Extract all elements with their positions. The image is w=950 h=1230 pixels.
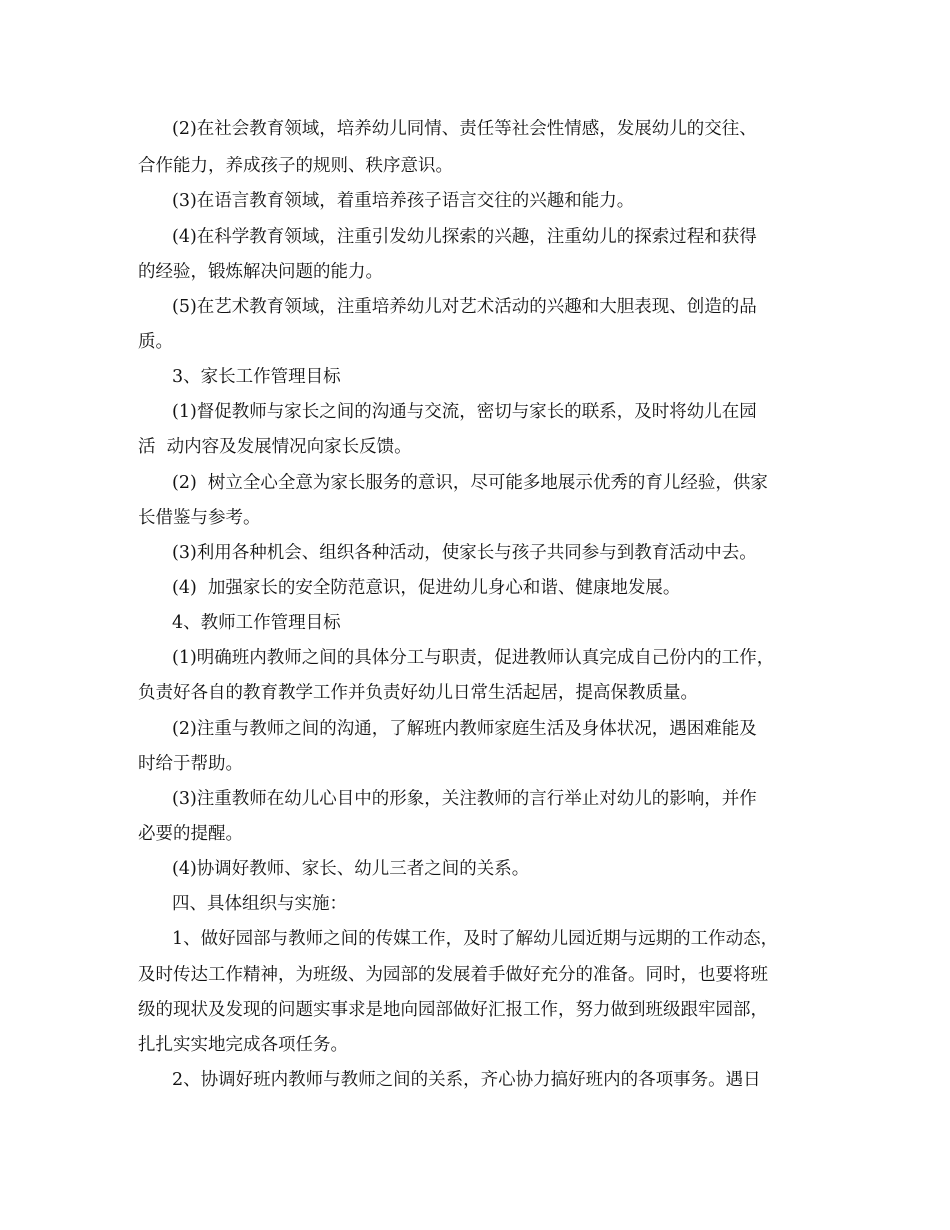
text-line: 及时传达工作精神，为班级、为园部的发展着手做好充分的准备。同时，也要将班	[138, 965, 768, 985]
text-line: 级的现状及发现的问题实事求是地向园部做好汇报工作，努力做到班级跟牢园部，	[138, 1000, 768, 1020]
text-line: 必要的提醒。	[138, 824, 243, 844]
text-line: (2)注重与教师之间的沟通，了解班内教师家庭生活及身体状况，遇困难能及	[172, 719, 757, 739]
text-line: 长借鉴与参考。	[138, 508, 261, 528]
text-line: (3)注重教师在幼儿心目中的形象，关注教师的言行举止对幼儿的影响，并作	[172, 789, 757, 809]
text-line: 时给于帮助。	[138, 754, 243, 774]
text-line: (3)在语言教育领域，着重培养孩子语言交往的兴趣和能力。	[172, 191, 635, 211]
section-heading: 4、教师工作管理目标	[172, 613, 341, 633]
text-line: 2、协调好班内教师与教师之间的关系，齐心协力搞好班内的各项事务。遇日	[172, 1070, 761, 1090]
text-line: (1)明确班内教师之间的具体分工与职责，促进教师认真完成自己份内的工作，	[172, 648, 775, 668]
text-line: 质。	[138, 332, 173, 352]
text-line: (2) 树立全心全意为家长服务的意识，尽可能多地展示优秀的育儿经验，供家	[172, 473, 768, 493]
text-line: (4)协调好教师、家长、幼儿三者之间的关系。	[172, 859, 530, 879]
text-line: 的经验，锻炼解决问题的能力。	[138, 262, 383, 282]
text-line: 扎扎实实地完成各项任务。	[138, 1035, 348, 1055]
text-line: (2)在社会教育领域，培养幼儿同情、责任等社会性情感，发展幼儿的交往、	[172, 119, 757, 139]
text-line: 1、做好园部与教师之间的传媒工作，及时了解幼儿园近期与远期的工作动态，	[172, 929, 779, 949]
text-line: (1)督促教师与家长之间的沟通与交流，密切与家长的联系，及时将幼儿在园	[172, 402, 757, 422]
text-line: 负责好各自的教育教学工作并负责好幼儿日常生活起居，提高保教质量。	[138, 683, 698, 703]
text-line: (5)在艺术教育领域，注重培养幼儿对艺术活动的兴趣和大胆表现、创造的品	[172, 297, 757, 317]
text-line: (4) 加强家长的安全防范意识，促进幼儿身心和谐、健康地发展。	[172, 578, 681, 598]
text-line: 合作能力，养成孩子的规则、秩序意识。	[138, 156, 453, 176]
text-line: (3)利用各种机会、组织各种活动，使家长与孩子共同参与到教育活动中去。	[172, 543, 757, 563]
section-heading: 3、家长工作管理目标	[172, 367, 341, 387]
section-heading: 四、具体组织与实施：	[172, 894, 347, 914]
text-line: (4)在科学教育领域，注重引发幼儿探索的兴趣，注重幼儿的探索过程和获得	[172, 227, 757, 247]
text-line: 活 动内容及发展情况向家长反馈。	[138, 437, 412, 457]
